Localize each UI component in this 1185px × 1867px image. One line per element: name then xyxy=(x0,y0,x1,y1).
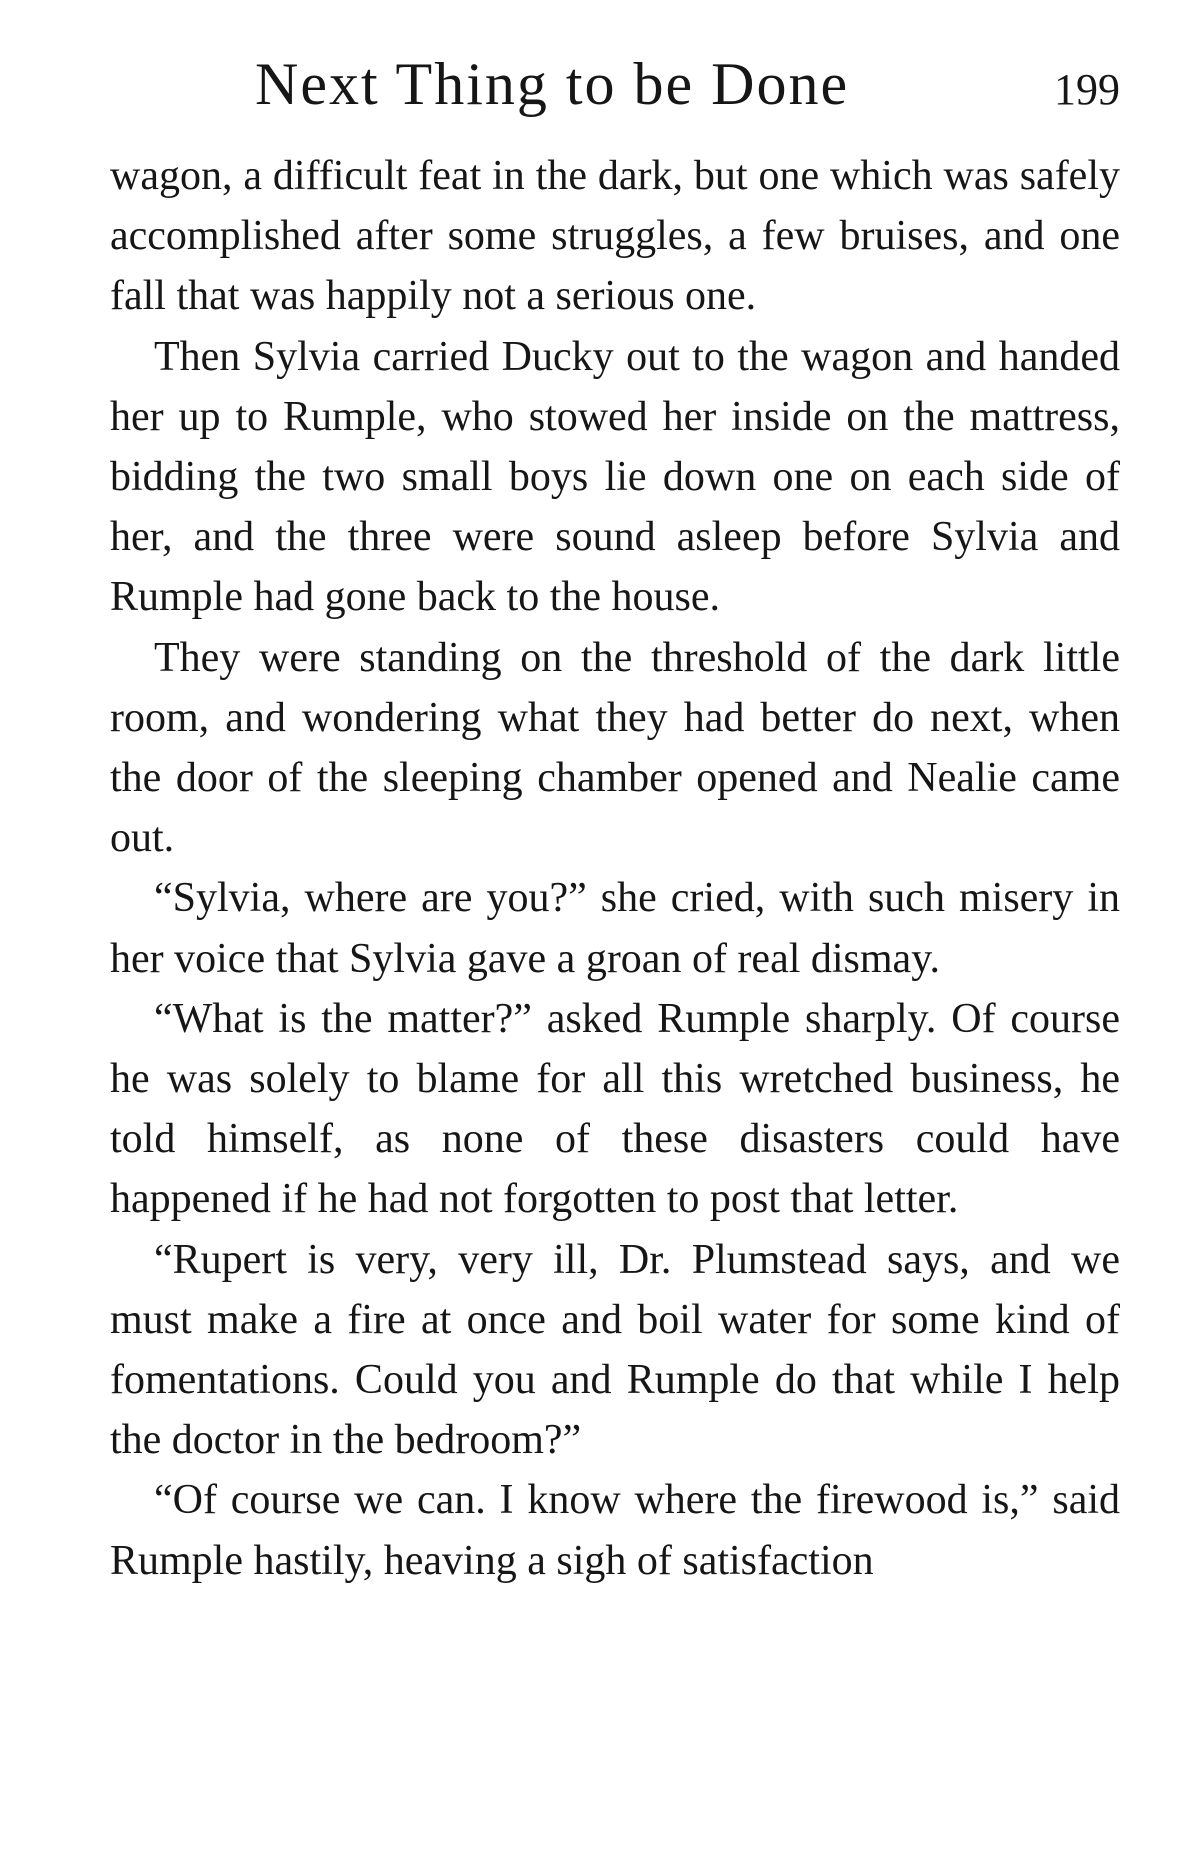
paragraph: “Of course we can. I know where the firewood is,” said Rumple hastily, heaving a sigh of satisfaction xyxy=(110,1477,1120,1584)
chapter-title: Next Thing to be Done xyxy=(255,51,850,117)
running-head xyxy=(110,44,1120,124)
paragraph: Then Sylvia carried Ducky out to the wagon and handed her up to Rumple, who stowed her inside on the mattress, bidding the two small boys lie down one on each side of her, and the three were sound asleep before Sylvia and Rumple had gone back to the house. xyxy=(110,333,1120,621)
paragraph-continued: wagon, a difficult feat in the dark, but one which was safely accomplished after some struggles, a few bruises, and one fall that was happily not a serious one. xyxy=(110,153,1120,320)
body-text xyxy=(110,146,1120,1591)
paragraph: “What is the matter?” asked Rumple sharply. Of course he was solely to blame for all this wretched business, he told himself, as none of these disasters could have happened if he had not forgotten to post that letter. xyxy=(110,995,1120,1223)
paragraph: “Sylvia, where are you?” she cried, with such misery in her voice that Sylvia gave a groan of real dismay. xyxy=(110,875,1120,982)
paragraph: “Rupert is very, very ill, Dr. Plumstead says, and we must make a fire at once and boil water for some kind of fomentations. Could you and Rumple do that while I help the doctor in the bedroom?” xyxy=(110,1236,1120,1464)
page-number: 199 xyxy=(1054,65,1120,114)
paragraph: They were standing on the threshold of the dark little room, and wondering what they had better do next, when the door of the sleeping chamber opened and Nealie came out. xyxy=(110,634,1120,862)
